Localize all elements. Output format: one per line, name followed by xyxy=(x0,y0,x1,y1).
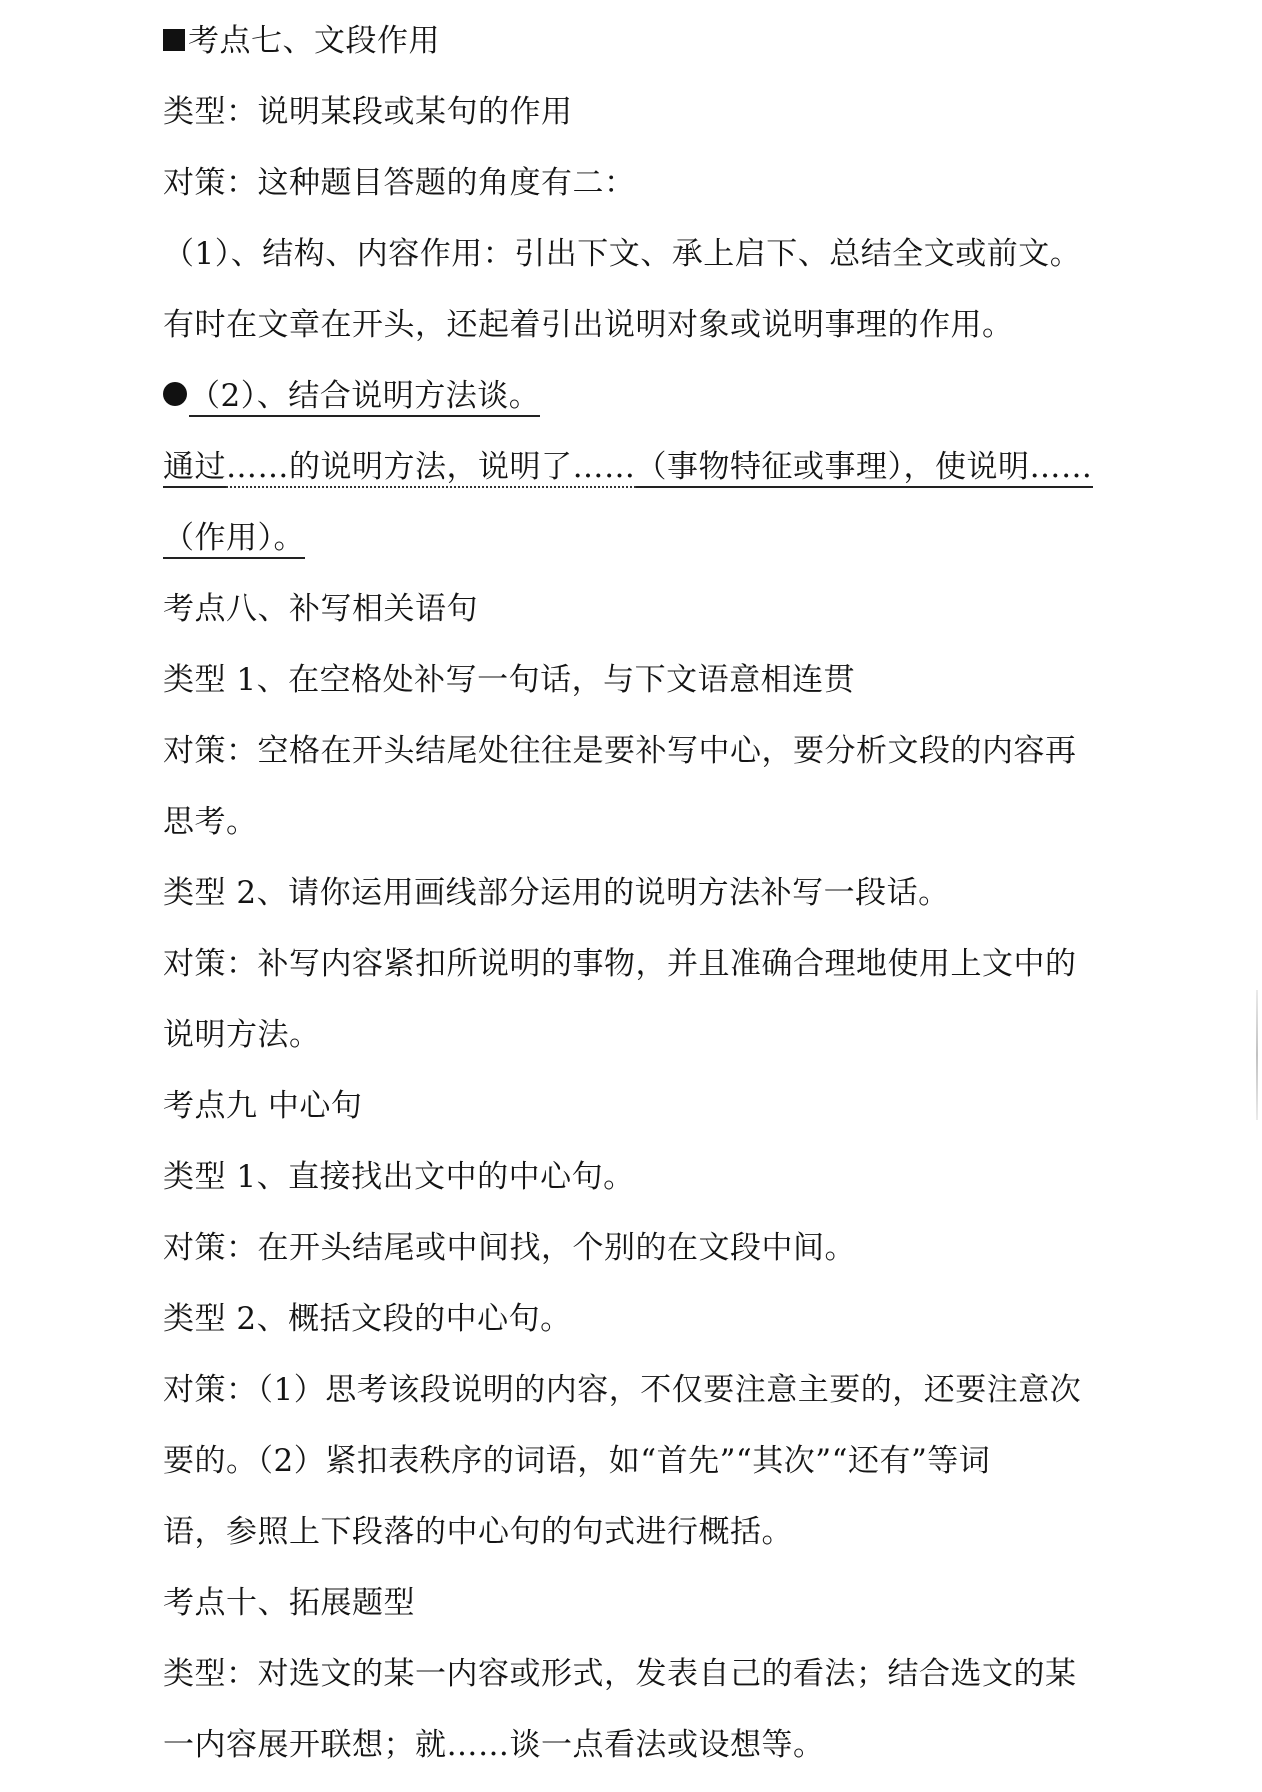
text-line: 类型 2、概括文段的中心句。 xyxy=(163,1301,572,1337)
section-heading-7 xyxy=(163,15,1103,67)
filled-circle-bullet-icon xyxy=(163,382,187,406)
text-line: 对策：在开头结尾或中间找，个别的在文段中间。 xyxy=(163,1230,856,1266)
text-line: 对策：补写内容紧扣所说明的事物，并且准确合理地使用上文中的 xyxy=(163,946,1077,982)
text-line: （1）、结构、内容作用：引出下文、承上启下、总结全文或前文。 xyxy=(163,236,1082,272)
text-line: 要的。（2）紧扣表秩序的词语，如“首先”“其次”“还有”等词 xyxy=(163,1443,991,1479)
scan-edge-artifact xyxy=(1256,990,1258,1120)
section-heading-8: 考点八、补写相关语句 xyxy=(163,591,478,627)
square-bullet-icon xyxy=(163,29,185,51)
underlined-text: （2）、结合说明方法谈。 xyxy=(189,378,540,417)
text-line: 语，参照上下段落的中心句的句式进行概括。 xyxy=(163,1514,793,1550)
text-line: 类型：说明某段或某句的作用 xyxy=(163,94,573,130)
text-line: 思考。 xyxy=(163,804,258,840)
section-heading-9: 考点九 中心句 xyxy=(163,1088,363,1124)
text-line: 类型 1、直接找出文中的中心句。 xyxy=(163,1159,635,1195)
bullet-line xyxy=(163,370,1103,422)
template-line xyxy=(163,441,1103,493)
heading-text: 考点七、文段作用 xyxy=(188,23,440,59)
underlined-text: （事物特征或事理），使说明…… xyxy=(636,449,1093,488)
text-line: 类型 2、请你运用画线部分运用的说明方法补写一段话。 xyxy=(163,875,950,911)
text-line: 对策：这种题目答题的角度有二： xyxy=(163,165,636,201)
template-line xyxy=(163,512,1103,564)
underlined-text: （作用）。 xyxy=(163,520,305,559)
text-line: 一内容展开联想；就……谈一点看法或设想等。 xyxy=(163,1727,825,1763)
text-line: 类型 1、在空格处补写一句话，与下文语意相连贯 xyxy=(163,662,856,698)
dotted-underlined-text: ……的说明方法，说明了…… xyxy=(226,449,636,488)
section-heading-10: 考点十、拓展题型 xyxy=(163,1585,415,1621)
underlined-text: 通过 xyxy=(163,449,226,488)
text-line: 对策：（1）思考该段说明的内容，不仅要注意主要的，还要注意次 xyxy=(163,1372,1082,1408)
text-line: 有时在文章在开头，还起着引出说明对象或说明事理的作用。 xyxy=(163,307,1014,343)
text-line: 类型：对选文的某一内容或形式，发表自己的看法；结合选文的某 xyxy=(163,1656,1077,1692)
text-line: 对策：空格在开头结尾处往往是要补写中心，要分析文段的内容再 xyxy=(163,733,1077,769)
text-line: 说明方法。 xyxy=(163,1017,321,1053)
